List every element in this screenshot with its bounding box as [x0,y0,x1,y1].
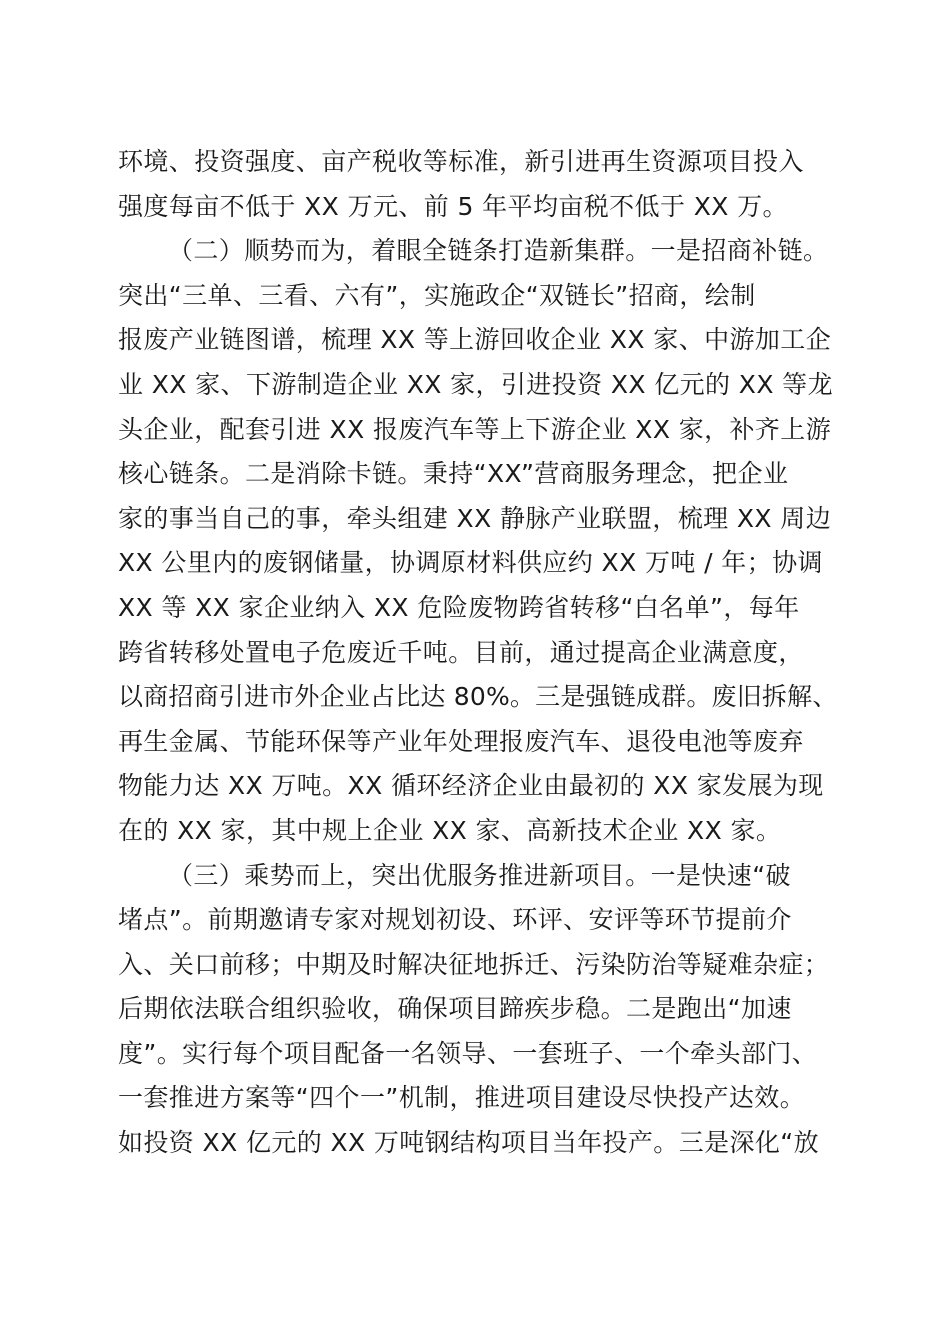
text-line: 以商招商引进市外企业占比达 80%。三是强链成群。废旧拆解、 [118,682,838,712]
text-line: 一套推进方案等“四个一”机制，推进项目建设尽快投产达效。 [118,1083,806,1113]
section-heading-line: （三）乘势而上，突出优服务推进新项目。一是快速“破 [168,860,791,890]
text-line: XX 等 XX 家企业纳入 XX 危险废物跨省转移“白名单”，每年 [118,592,800,622]
text-line: 再生金属、节能环保等产业年处理报废汽车、退役电池等废弃 [118,726,804,756]
text-line: XX 公里内的废钢储量，协调原材料供应约 XX 万吨 / 年；协调 [118,548,823,578]
text-line: 突出“三单、三看、六有”，实施政企“双链长”招商，绘制 [118,280,756,310]
text-line: 家的事当自己的事，牵头组建 XX 静脉产业联盟，梳理 XX 周边 [118,503,832,533]
text-line: 在的 XX 家，其中规上企业 XX 家、高新技术企业 XX 家。 [118,815,782,845]
text-line: 如投资 XX 亿元的 XX 万吨钢结构项目当年投产。三是深化“放 [118,1128,820,1158]
text-line: 业 XX 家、下游制造企业 XX 家，引进投资 XX 亿元的 XX 等龙 [118,369,833,399]
text-line: 强度每亩不低于 XX 万元、前 5 年平均亩税不低于 XX 万。 [118,191,788,221]
text-line: 跨省转移处置电子危废近千吨。目前，通过提高企业满意度， [118,637,804,667]
text-line: 环境、投资强度、亩产税收等标准，新引进再生资源项目投入 [118,147,804,176]
text-line: 核心链条。二是消除卡链。秉持“XX”营商服务理念，把企业 [118,459,789,489]
text-line: 物能力达 XX 万吨。XX 循环经济企业由最初的 XX 家发展为现 [118,771,824,801]
document-body [118,140,838,1166]
text-line: 后期依法联合组织验收，确保项目蹄疾步稳。二是跑出“加速 [118,994,792,1024]
section-heading-line: （二）顺势而为，着眼全链条打造新集群。一是招商补链。 [168,236,829,266]
text-line: 入、关口前移；中期及时解决征地拆迁、污染防治等疑难杂症； [118,949,830,979]
text-line: 头企业，配套引进 XX 报废汽车等上下游企业 XX 家，补齐上游 [118,414,832,444]
text-line: 度”。实行每个项目配备一名领导、一套班子、一个牵头部门、 [118,1038,818,1068]
text-line: 报废产业链图谱，梳理 XX 等上游回收企业 XX 家、中游加工企 [118,325,832,355]
text-line: 堵点”。前期邀请专家对规划初设、环评、安评等环节提前介 [118,905,792,935]
